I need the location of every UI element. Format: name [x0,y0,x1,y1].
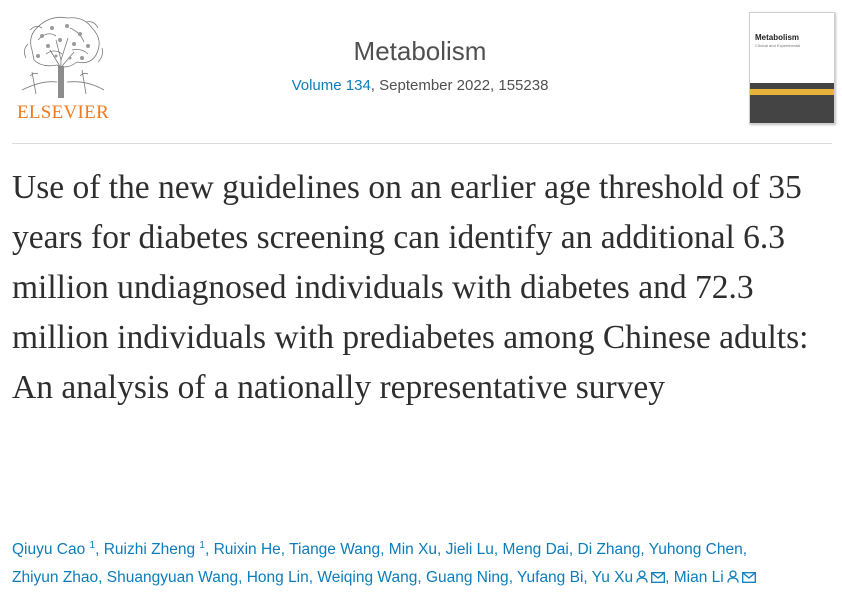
author-link[interactable] [247,569,309,586]
author-link[interactable] [426,569,509,586]
elsevier-logo[interactable] [12,10,114,128]
article-title: Use of the new guidelines on an earlier age threshold of 35 years for diabetes screening can identify an additional 6.3 million undiagnosed individuals with diabetes and 72.3 million individuals with prediabetes among Chinese adults: An analysis of a nationally representative survey [12,169,809,406]
author-link[interactable] [446,541,494,558]
volume-link[interactable]: Volume 134 [291,77,371,94]
person-icon[interactable] [727,565,739,593]
author-name: Ruixin He [213,541,281,558]
author-link[interactable] [674,569,756,586]
author-link[interactable] [649,541,743,558]
person-icon[interactable] [636,565,648,593]
author-name: Yuhong Chen [648,541,743,558]
author-name: Zhiyun Zhao [12,569,99,586]
journal-cover-thumbnail[interactable] [749,12,835,124]
author-link[interactable] [317,569,417,586]
issue-info: , September 2022, 155238 [370,77,549,94]
author-name: Meng Dai [502,541,569,558]
author-name: Di Zhang [577,541,641,558]
author-link[interactable] [12,569,98,586]
author-link[interactable] [289,541,380,558]
author-link[interactable] [517,569,583,586]
article-header [0,0,842,145]
author-link[interactable] [389,541,437,558]
author-link[interactable] [214,541,281,558]
journal-info-block [160,36,680,94]
author-list: Qiuyu Cao $^1$, Ruizhi Zheng $^1$, Ruixin He, Tiange Wang, Min Xu, Jieli Lu, Meng Dai, Di Zhang, Yuhong Chen, Zhiyun Zhao, Shuangyuan Wang, Hong Lin, Weiqing Wang, Guang Ning, Yufang Bi, Yu Xu , Mian Li [12,532,832,593]
author-link[interactable] [107,569,238,586]
cover-title: Metabolism [755,33,800,42]
author-name: Min Xu [388,541,438,558]
author-name: Mian Li [673,569,724,586]
journal-name[interactable]: Metabolism [353,36,487,66]
author-name: Yufang Bi [517,569,584,586]
author-link[interactable] [578,541,641,558]
author-name: Jieli Lu [445,541,494,558]
affiliation-marker[interactable]: 1 [89,540,96,551]
author-name: Guang Ning [425,569,509,586]
author-link[interactable] [12,541,95,558]
author-name: Qiuyu Cao [12,541,86,558]
author-link[interactable] [104,541,205,558]
author-name: Tiange Wang [289,541,381,558]
author-name: Weiqing Wang [317,569,418,586]
author-name: Ruizhi Zheng [103,541,196,558]
mail-icon[interactable] [742,565,756,593]
author-link[interactable] [503,541,569,558]
journal-issue-line [160,77,680,94]
author-name: Shuangyuan Wang [106,569,239,586]
header-divider [12,143,832,144]
publisher-logo-text: ELSEVIER [16,102,110,123]
author-link[interactable] [592,569,665,586]
affiliation-marker[interactable]: 1 [199,540,205,551]
author-name: Yu Xu [591,569,634,586]
mail-icon[interactable] [651,565,665,593]
cover-stripe [750,89,834,95]
author-name: Hong Lin [246,569,309,586]
cover-subtitle: Clinical and Experimental [755,43,801,48]
elsevier-tree-icon [12,10,114,102]
